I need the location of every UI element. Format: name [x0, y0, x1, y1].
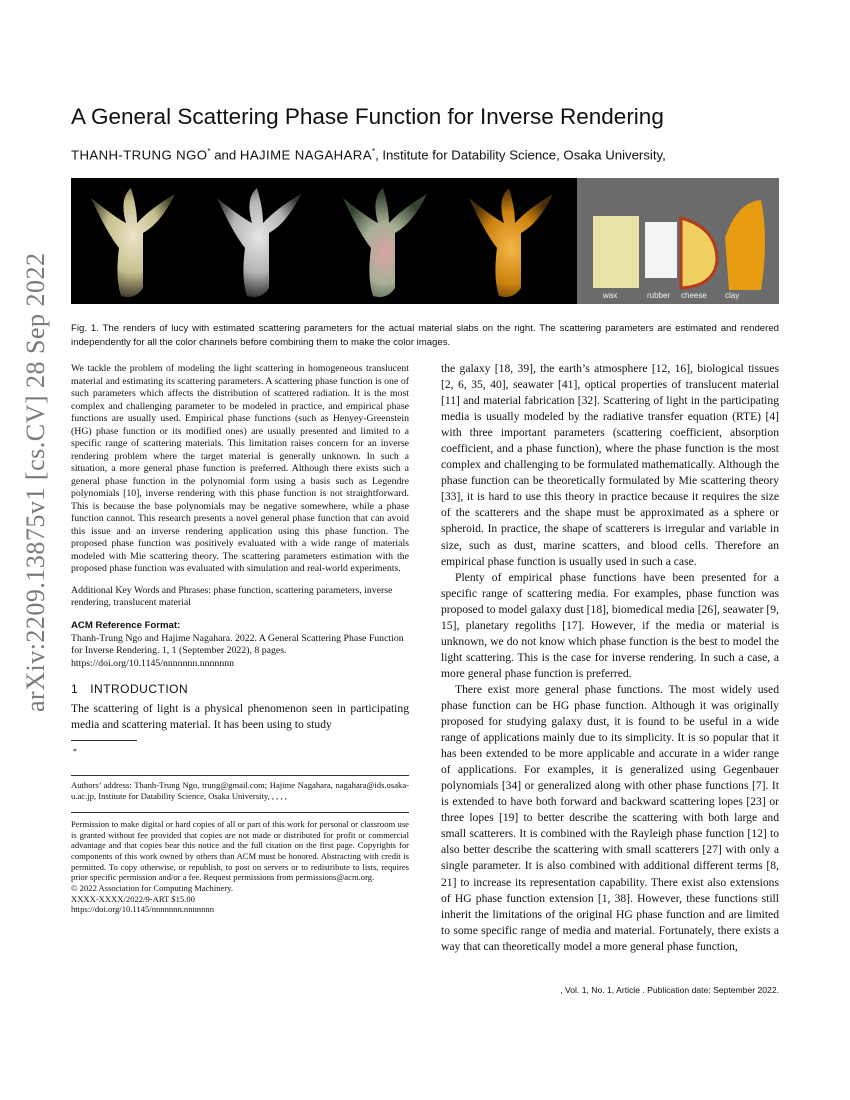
- label-cheese: cheese: [681, 291, 707, 300]
- footnote-rule: [71, 740, 137, 741]
- render-cheese: [323, 178, 449, 304]
- material-slabs-photo: [577, 178, 779, 304]
- render-wax: [71, 178, 197, 304]
- clay-slab: [725, 200, 765, 290]
- section-heading: [71, 682, 409, 696]
- doi-link[interactable]: https://doi.org/10.1145/nnnnnnn.nnnnnnn: [71, 904, 214, 915]
- author-1-mark: *: [207, 147, 211, 156]
- authors-address: Authors’ address: Thanh-Trung Ngo, trung@gmail.com; Hajime Nagahara, nagahara@ids.osaka-u.ac.jp, Institute for Datability Science, Osaka University, , , , ,: [71, 780, 409, 802]
- keywords: Additional Key Words and Phrases: phase function, scattering parameters, inverse rendering, translucent material: [71, 584, 393, 608]
- page-footer: , Vol. 1, No. 1, Article . Publication date: September 2022.: [560, 985, 779, 995]
- copyright-line: © 2022 Association for Computing Machinery.: [71, 883, 234, 894]
- paragraph: the galaxy [18, 39], the earth’s atmosphere [12, 16], biological tissues [2, 6, 35, 40], seawater [41], optical properties of translucent material [11] and material fabrication [32]. Scattering of light in the participating media is usually modeled by the radiative transfer equation (RTE) [4] with three important parameters (scattering coefficient, absorption coefficient, and a phase function), where the phase function is the most complex and challenging to be formulated mathematically. Although the phase function can be theoretically formulated by Mie scattering theory [33], it is hard to use this theory in practice because it requires the size of the scatterers and the shape must be approximated as a sphere or spheroid. In practice, the shape of scatterers is irregular and variable in size, such as dust, marine scatters, and blood cells. Therefore an empirical phase function is usually used in such a case.: [441, 362, 779, 568]
- author-2: HAJIME NAGAHARA: [239, 147, 372, 163]
- render-rubber: [197, 178, 323, 304]
- paragraph: Plenty of empirical phase functions have been presented for a specific range of scattering media. For examples, phase function was proposed to model galaxy dust [18], biomedical media [26], seawater [9, 15], planetary regoliths [17]. However, if the media or material is unknown, we do not know which phase function is the best to model the light scattering. This is the case for inverse rendering. In such a case, a more general phase function is preferred.: [441, 570, 779, 680]
- left-column: [71, 363, 409, 915]
- teaser-figure: [71, 178, 779, 304]
- abstract: We tackle the problem of modeling the light scattering in homogeneous translucent material and estimating its scattering parameters. A scattering phase function is one of such parameters which affects the distribution of scattered radiation. It is the most complex and challenging parameter to be modeled in practice, and empirical phase functions are usually used. Empirical phase functions (such as Henyey-Greenstein (HG) phase function or its modified ones) are usually presented and limited to a specific range of scattering materials. This limitation raises concern for an inverse rendering problem where the target material is generally unknown. In such a situation, a more general phase function is preferred. Although there exists such a general phase function in the polynomial form using a basis such as Legendre polynomials [10], inverse rendering with this phase function is not straightforward. This is because the base polynomials may be negative somewhere, while a phase function cannot. This research presents a novel general phase function that can avoid this issue and an inverse rendering application using this phase function. The proposed phase function was positively evaluated with a wide range of materials modeled with Mie scattering theory. The scattering parameters estimation with the proposed phase function was evaluated with simulation and real-world experiments.: [71, 363, 409, 574]
- paper-title: A General Scattering Phase Function for Inverse Rendering: [71, 104, 664, 129]
- acm-reference-heading: ACM Reference Format:: [71, 619, 181, 631]
- cheese-slab: [681, 218, 717, 288]
- figure-caption: Fig. 1. The renders of lucy with estimated scattering parameters for the actual material slabs on the right. The scattering parameters are estimated and rendered independently for all the color channels before combining them to make the color images.: [71, 323, 779, 348]
- arxiv-identifier: arXiv:2209.13875v1 [cs.CV] 28 Sep 2022: [21, 252, 50, 712]
- paragraph: There exist more general phase functions. The most widely used phase function can be HG phase function. Although it was originally proposed for studying galaxy dust, it is found to be useful in a wide range of applications mainly due to its simplicity. It is so popular that it has been extended to be more applicable and accurate in a wider range of applications. For examples, it is generalized using Gegenbauer polynomials [34] or generalized along with other phase functions [7]. It is extended to have both forward and backward scattering lopes [23] or three lopes [19] to better describe the scattering with both large and small scatterers. It is combined with the Rayleigh phase function [12] to also better describe the scattering with small scatterers [27] with only a single parameter. It is also combined with additional different terms [8, 21] to increase its representation capability. There exist also extensions of HG phase function extension [1, 38]. However, these functions still inherit the limitations of the original HG phase function and are limited to some specific range of media and material. Fortunately, there exists a way that can theoretically model a more general phase function,: [441, 682, 779, 953]
- section-title: INTRODUCTION: [90, 682, 189, 696]
- footnote-star: *: [73, 747, 77, 756]
- wax-slab: [593, 216, 639, 288]
- label-clay: clay: [725, 291, 740, 300]
- label-wax: wax: [603, 291, 618, 300]
- address-rule: [71, 775, 409, 776]
- permission-notice: Permission to make digital or hard copies of all or part of this work for personal or classroom use is granted without fee provided that copies are not made or distributed for profit or commercial advantage and that copies bear this notice and the full citation on the first page. Copyrights for components of this work owned by others than ACM must be honored. Abstracting with credit is permitted. To copy otherwise, or republish, to post on servers or to redistribute to lists, requires prior specific permission and/or a fee. Request permissions from permissions@acm.org.: [71, 818, 409, 883]
- author-line: [71, 147, 791, 162]
- render-clay: [449, 178, 575, 304]
- intro-paragraph: The scattering of light is a physical phenomenon seen in participating media and scattering material. It has been using to study: [71, 702, 409, 731]
- permission-rule: [71, 812, 409, 813]
- affiliation: , Institute for Datability Science, Osaka University,: [375, 147, 666, 163]
- issn-line: XXXX-XXXX/2022/9-ART $15.00: [71, 893, 195, 904]
- author-conjunction: and: [214, 147, 237, 163]
- right-column: [441, 361, 779, 955]
- author-2-mark: *: [371, 147, 376, 156]
- author-1: THANH-TRUNG NGO: [71, 147, 208, 163]
- acm-reference: Thanh-Trung Ngo and Hajime Nagahara. 2022. A General Scattering Phase Function for Inverse Rendering. 1, 1 (September 2022), 8 pages. https://doi.org/10.1145/nnnnnnn.nnnnnnn: [71, 632, 404, 669]
- rubber-slab: [645, 222, 677, 278]
- label-rubber: rubber: [647, 291, 671, 300]
- section-number: 1: [71, 682, 79, 696]
